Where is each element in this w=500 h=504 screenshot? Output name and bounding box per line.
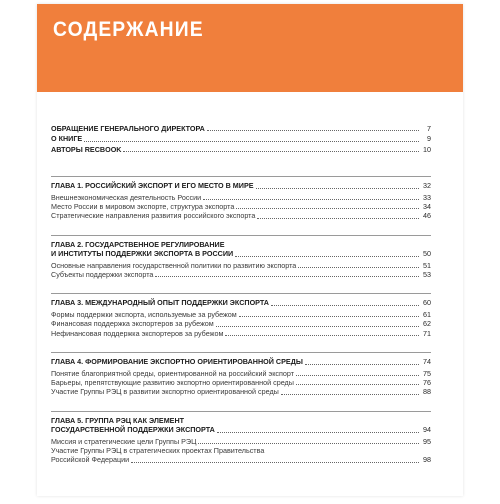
chapter-title-line2: ГОСУДАРСТВЕННОЙ ПОДДЕРЖКИ ЭКСПОРТА [51,425,215,435]
chapter-page: 94 [423,425,431,435]
toc-entry-page: 75 [423,368,431,378]
chapter-5-heading[interactable] [51,425,431,434]
leader-dots [235,256,419,257]
chapter-1-heading[interactable] [51,181,431,190]
chapter-title: ГЛАВА 3. МЕЖДУНАРОДНЫЙ ОПЫТ ПОДДЕРЖКИ ЭКСПОРТА [51,298,269,308]
leader-dots [203,199,419,200]
chapter-2-heading[interactable] [51,249,431,258]
toc-entry-page: 34 [423,202,431,212]
chapter-title: ГЛАВА 5. ГРУППА РЭЦ КАК ЭЛЕМЕНТ [51,415,185,425]
toc-entry[interactable] [51,387,431,396]
chapter-title: ГЛАВА 4. ФОРМИРОВАНИЕ ЭКСПОРТНО ОРИЕНТИРОВАННОЙ СРЕДЫ [51,357,303,367]
toc-entry-title: Внешнеэкономическая деятельность России [51,192,202,202]
leader-dots [256,188,419,189]
toc-entry[interactable] [51,329,431,338]
toc-entry[interactable] [51,437,431,446]
toc-entry-page: 62 [423,319,431,329]
leader-dots [257,218,419,219]
leader-dots [271,305,419,306]
table-of-contents [51,124,431,465]
toc-entry[interactable] [51,455,431,464]
toc-entry-page: 76 [423,377,431,387]
toc-entry-page: 51 [423,260,431,270]
leader-dots [198,443,419,444]
toc-entry-authors[interactable] [51,145,431,154]
toc-entry[interactable] [51,270,431,279]
toc-entry-page: 88 [423,387,431,397]
toc-entry[interactable] [51,211,431,220]
toc-entry-title: Основные направления государственной политики по развитию экспорта [51,260,297,270]
document-page [37,4,463,496]
chapter-2-heading-line1 [51,240,431,249]
leader-dots [236,208,419,209]
chapter-5-heading-line1 [51,416,431,425]
leader-dots [225,335,419,336]
toc-entry-page: 9 [427,134,431,144]
chapter-title: ГЛАВА 2. ГОСУДАРСТВЕННОЕ РЕГУЛИРОВАНИЕ [51,239,225,249]
chapter-page: 32 [423,181,431,191]
toc-entry[interactable] [51,378,431,387]
toc-entry-title: Стратегические направления развития российского экспорта [51,211,256,221]
toc-entry-page: 61 [423,309,431,319]
chapter-4 [51,352,431,397]
chapter-title-line2: И ИНСТИТУТЫ ПОДДЕРЖКИ ЭКСПОРТА В РОССИИ [51,249,234,259]
leader-dots [305,364,419,365]
toc-entry-title-line2: Российской Федерации [51,455,130,465]
toc-entry-page: 95 [423,436,431,446]
toc-entry[interactable] [51,369,431,378]
toc-entry-title: Нефинансовая поддержка экспортеров за рубежом [51,328,224,338]
chapter-1 [51,176,431,221]
toc-entry-title: ОБРАЩЕНИЕ ГЕНЕРАЛЬНОГО ДИРЕКТОРА [51,124,205,133]
chapter-3-heading[interactable] [51,298,431,307]
toc-entry-title: Понятие благоприятной среды, ориентированной на российский экспорт [51,368,295,378]
toc-entry-title: АВТОРЫ RECBOOK [51,144,122,154]
leader-dots [123,151,419,152]
chapter-3 [51,293,431,338]
leader-dots [281,394,419,395]
leader-dots [298,267,419,268]
toc-entry[interactable] [51,202,431,211]
leader-dots [207,130,419,131]
leader-dots [296,384,419,385]
toc-entry-title: Участие Группы РЭЦ в стратегических проектах Правительства [51,445,265,455]
toc-entry-title: Миссия и стратегические цели Группы РЭЦ [51,436,197,446]
toc-intro [51,124,431,154]
toc-entry-page: 46 [423,211,431,221]
leader-dots [217,432,419,433]
chapter-2 [51,235,431,280]
toc-entry-page: 53 [423,270,431,280]
leader-dots [216,326,419,327]
toc-entry-title: О КНИГЕ [51,134,83,144]
chapter-page: 50 [423,249,431,259]
toc-entry-director-address[interactable] [51,124,431,133]
toc-entry[interactable] [51,319,431,328]
toc-entry-page: 10 [423,144,431,154]
toc-entry-title: Барьеры, препятствующие развитию экспортно ориентированной среды [51,377,294,387]
toc-entry[interactable] [51,261,431,270]
toc-entry-title: Формы поддержки экспорта, используемые за рубежом [51,309,237,319]
leader-dots [296,375,419,376]
chapter-page: 60 [423,298,431,308]
toc-entry-title: Субъекты поддержки экспорта [51,270,154,280]
leader-dots [84,141,419,142]
chapter-4-heading[interactable] [51,357,431,366]
toc-entry-line1 [51,446,431,455]
toc-entry[interactable] [51,310,431,319]
chapter-page: 74 [423,357,431,367]
toc-entry-title: Участие Группы РЭЦ в развитии экспортно ориентированной среды [51,387,279,397]
toc-entry-title: Место России в мировом экспорте, структура экспорта [51,202,235,212]
toc-entry-page: 71 [423,328,431,338]
toc-entry-about-book[interactable] [51,134,431,143]
header-banner [37,4,463,92]
toc-entry[interactable] [51,193,431,202]
leader-dots [239,316,419,317]
chapter-title: ГЛАВА 1. РОССИЙСКИЙ ЭКСПОРТ И ЕГО МЕСТО В МИРЕ [51,181,254,191]
toc-entry-page: 33 [423,192,431,202]
toc-entry-title: Финансовая поддержка экспортеров за рубежом [51,319,214,329]
toc-entry-page: 7 [427,124,431,133]
chapter-5 [51,411,431,465]
leader-dots [155,276,419,277]
leader-dots [131,462,419,463]
page-title: СОДЕРЖАНИЕ [53,18,204,41]
toc-entry-page: 98 [423,455,431,465]
